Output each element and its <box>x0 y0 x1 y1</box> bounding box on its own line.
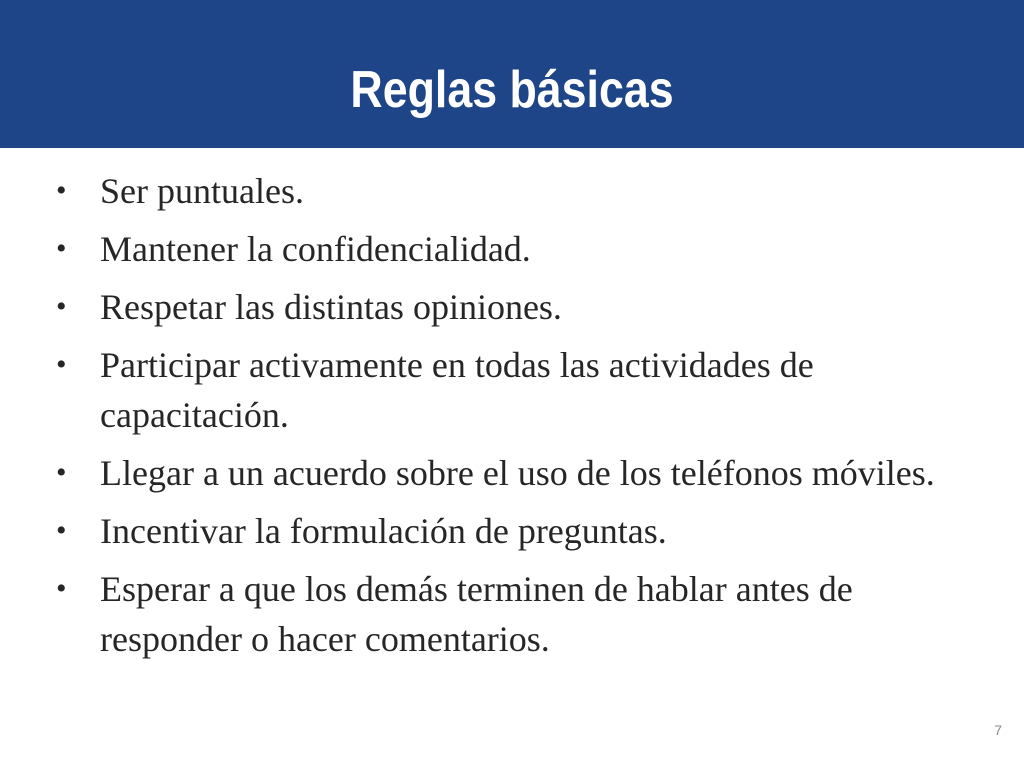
bullet-icon: • <box>56 572 67 605</box>
slide-title: Reglas básicas <box>350 61 674 119</box>
bullet-icon: • <box>56 456 67 489</box>
bullet-icon: • <box>56 514 67 547</box>
list-item-text: Esperar a que los demás terminen de hablar antes de responder o hacer comentarios. <box>100 569 853 659</box>
list-item-text: Incentivar la formulación de preguntas. <box>100 511 667 551</box>
rules-list <box>56 166 956 672</box>
list-item-text: Mantener la confidencialidad. <box>100 229 531 269</box>
bullet-icon: • <box>56 348 67 381</box>
list-item-text: Participar activamente en todas las actividades de capacitación. <box>100 345 814 435</box>
bullet-icon: • <box>56 174 67 207</box>
list-item <box>56 340 956 440</box>
list-item <box>56 564 956 664</box>
list-item <box>56 506 956 556</box>
list-item-text: Llegar a un acuerdo sobre el uso de los teléfonos móviles. <box>100 453 935 493</box>
page-number: 7 <box>994 722 1002 738</box>
list-item <box>56 448 956 498</box>
list-item-text: Ser puntuales. <box>100 171 304 211</box>
list-item <box>56 282 956 332</box>
list-item-text: Respetar las distintas opiniones. <box>100 287 562 327</box>
bullet-icon: • <box>56 232 67 265</box>
list-item <box>56 166 956 216</box>
list-item <box>56 224 956 274</box>
bullet-icon: • <box>56 290 67 323</box>
